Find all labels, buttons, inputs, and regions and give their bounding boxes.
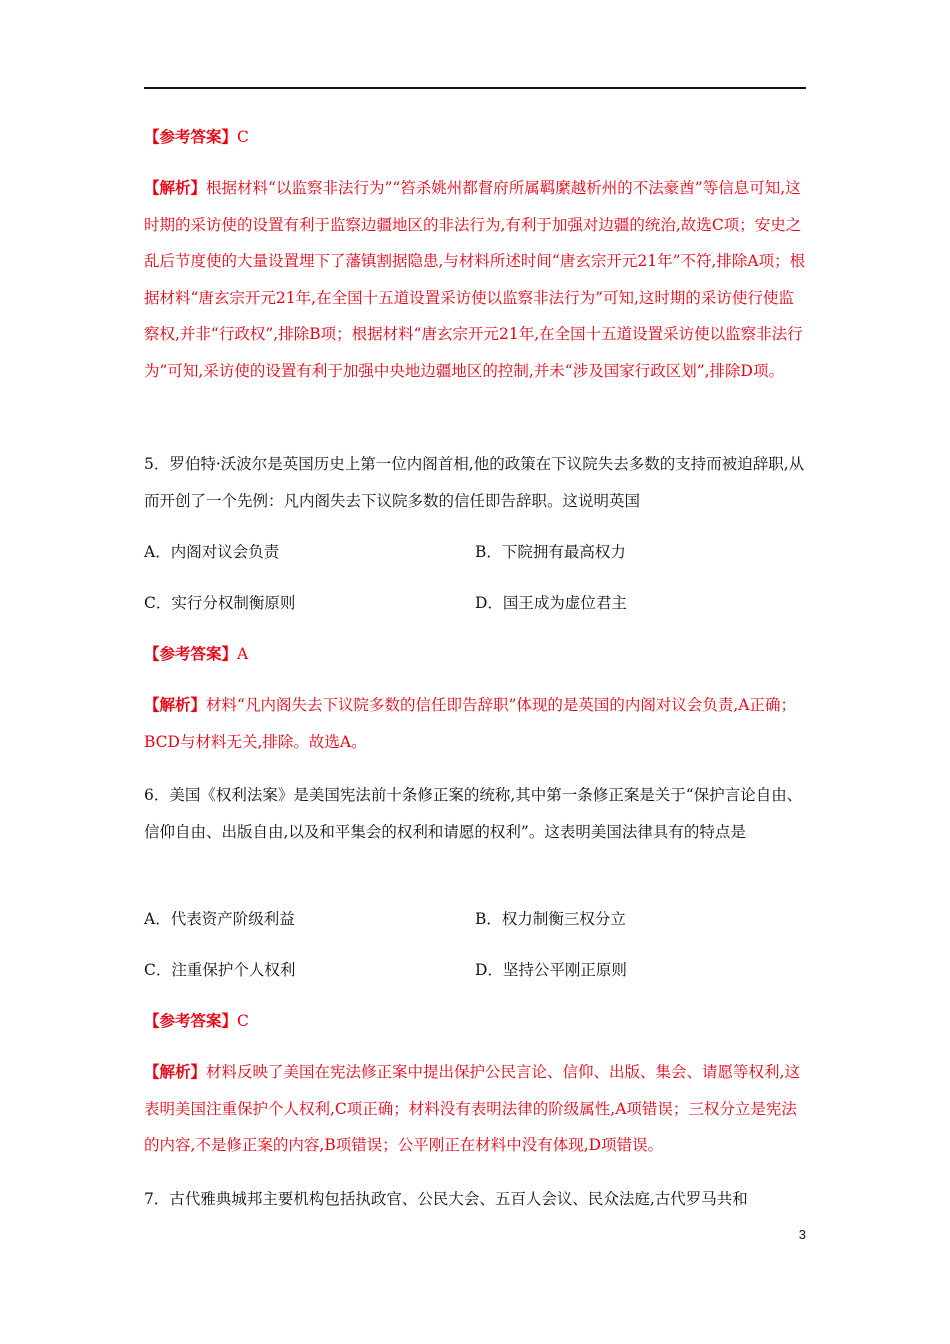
question-text: 罗伯特·沃波尔是英国历史上第一位内阁首相,他的政策在下议院失去多数的支持而被迫辞职,从而开创了一个先例：凡内阁失去下议院多数的信任即告辞职。这说明英国 [144,455,805,510]
answer-block [144,1003,808,1040]
answer-value: C [237,1012,249,1030]
analysis-label: 【解析】 [144,178,207,197]
option-c: C．注重保护个人权利 [144,961,296,979]
option-a: A．内阁对议会负责 [144,543,280,561]
header-rule [144,87,806,89]
question-number: 5． [144,455,170,473]
analysis-block [144,687,808,760]
analysis-block [144,1054,808,1164]
answer-value: A [237,645,249,663]
analysis-text: 材料“凡内阁失去下议院多数的信任即告辞职”体现的是英国的内阁对议会负责,A正确；BCD与材料无关,排除。故选A。 [144,696,796,751]
option-d: D．国王成为虚位君主 [475,594,627,612]
option-b: B．权力制衡三权分立 [475,910,626,928]
question-number: 6． [144,786,170,804]
question-text: 古代雅典城邦主要机构包括执政官、公民大会、五百人会议、民众法庭,古代罗马共和 [169,1190,748,1208]
answer-block [144,119,808,156]
question-6 [144,777,808,850]
answer-value: C [237,128,249,146]
analysis-label: 【解析】 [144,1062,207,1081]
page-number: 3 [798,1227,806,1242]
option-c: C．实行分权制衡原则 [144,594,296,612]
question-number: 7． [144,1190,170,1208]
analysis-text: 根据材料“以监察非法行为”“笞杀姚州都督府所属羁縻越析州的不法豪酋”等信息可知,这时期的采访使的设置有利于监察边疆地区的非法行为,有利于加强对边疆的统治,故选C项；安史之乱后节度使的大量设置埋下了藩镇割据隐患,与材料所述时间“唐玄宗开元21年”不符,排除A项；根据材料“唐玄宗开元21年,在全国十五道设置采访使以监察非法行为”可知,这时期的采访使行使监察权,并非“行政权”,排除B项；根据材料“唐玄宗开元21年,在全国十五道设置采访使以监察非法行为”可知,采访使的设置有利于加强中央地边疆地区的控制,并未“涉及国家行政区划”,排除D项。 [144,179,806,380]
analysis-block [144,170,808,389]
answer-block [144,636,808,673]
question-7 [144,1181,808,1218]
analysis-text: 材料反映了美国在宪法修正案中提出保护公民言论、信仰、出版、集会、请愿等权利,这表明美国注重保护个人权利,C项正确；材料没有表明法律的阶级属性,A项错误；三权分立是宪法的内容,不是修正案的内容,B项错误；公平刚正在材料中没有体现,D项错误。 [144,1063,800,1154]
option-d: D．坚持公平刚正原则 [475,961,627,979]
answer-label: 【参考答案】 [144,1011,238,1030]
question-5 [144,446,808,519]
answer-label: 【参考答案】 [144,644,238,663]
option-b: B．下院拥有最高权力 [475,543,626,561]
analysis-label: 【解析】 [144,695,207,714]
option-a: A．代表资产阶级利益 [144,910,295,928]
question-text: 美国《权利法案》是美国宪法前十条修正案的统称,其中第一条修正案是关于“保护言论自由、信仰自由、出版自由,以及和平集会的权利和请愿的权利”。这表明美国法律具有的特点是 [144,786,803,841]
answer-label: 【参考答案】 [144,127,238,146]
